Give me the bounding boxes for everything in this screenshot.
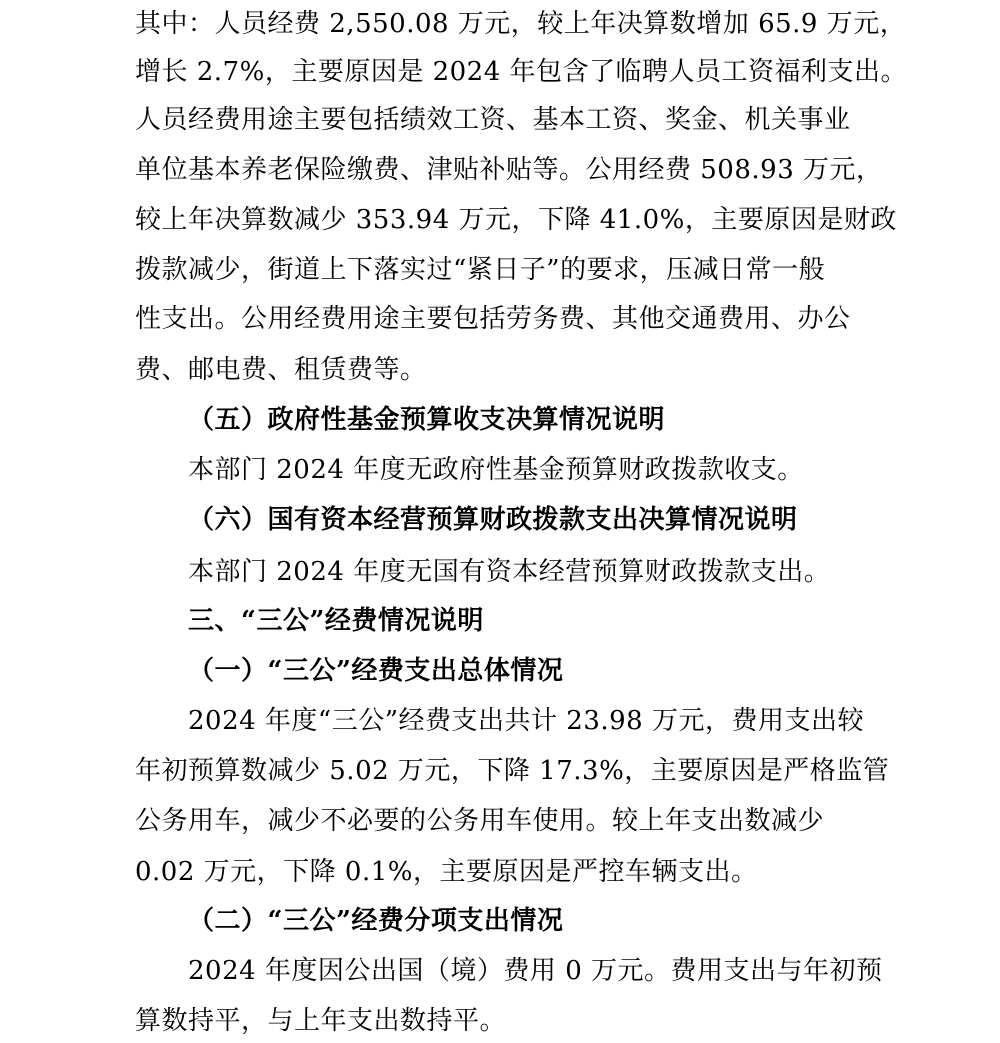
paragraph-line: 年初预算数减少 5.02 万元，下降 17.3%，主要原因是严格监管 [135,756,890,786]
paragraph-line: 本部门 2024 年度无国有资本经营预算财政拨款支出。 [188,557,831,587]
paragraph-line: 2024 年度因公出国（境）费用 0 万元。费用支出与年初预 [188,956,883,986]
paragraph-line: 0.02 万元，下降 0.1%，主要原因是严控车辆支出。 [135,857,758,887]
paragraph-line: 公务用车，减少不必要的公务用车使用。较上年支出数减少 [135,806,825,836]
chapter-heading: 三、“三公”经费情况说明 [188,606,484,636]
section-heading: （二）“三公”经费分项支出情况 [188,906,564,936]
paragraph-line: 较上年决算数减少 353.94 万元，下降 41.0%，主要原因是财政 [135,205,897,235]
paragraph-line: 其中：人员经费 2,550.08 万元，较上年决算数增加 65.9 万元， [135,9,907,39]
paragraph-line: 性支出。公用经费用途主要包括劳务费、其他交通费用、办公 [135,304,851,334]
paragraph-line: 拨款减少，街道上下落实过“紧日子”的要求，压减日常一般 [135,255,826,285]
section-heading: （六）国有资本经营预算财政拨款支出决算情况说明 [188,505,798,535]
paragraph-line: 单位基本养老保险缴费、津贴补贴等。公用经费 508.93 万元， [135,155,883,185]
section-heading: （五）政府性基金预算收支决算情况说明 [188,405,666,435]
paragraph-line: 增长 2.7%，主要原因是 2024 年包含了临聘人员工资福利支出。 [135,57,908,87]
paragraph-line: 算数持平，与上年支出数持平。 [135,1006,507,1036]
paragraph-line: 人员经费用途主要包括绩效工资、基本工资、奖金、机关事业 [135,105,851,135]
paragraph-line: 2024 年度“三公”经费支出共计 23.98 万元，费用支出较 [188,706,864,736]
paragraph-line: 本部门 2024 年度无政府性基金预算财政拨款收支。 [188,455,804,485]
section-heading: （一）“三公”经费支出总体情况 [188,656,564,686]
paragraph-line: 费、邮电费、租赁费等。 [135,355,427,385]
